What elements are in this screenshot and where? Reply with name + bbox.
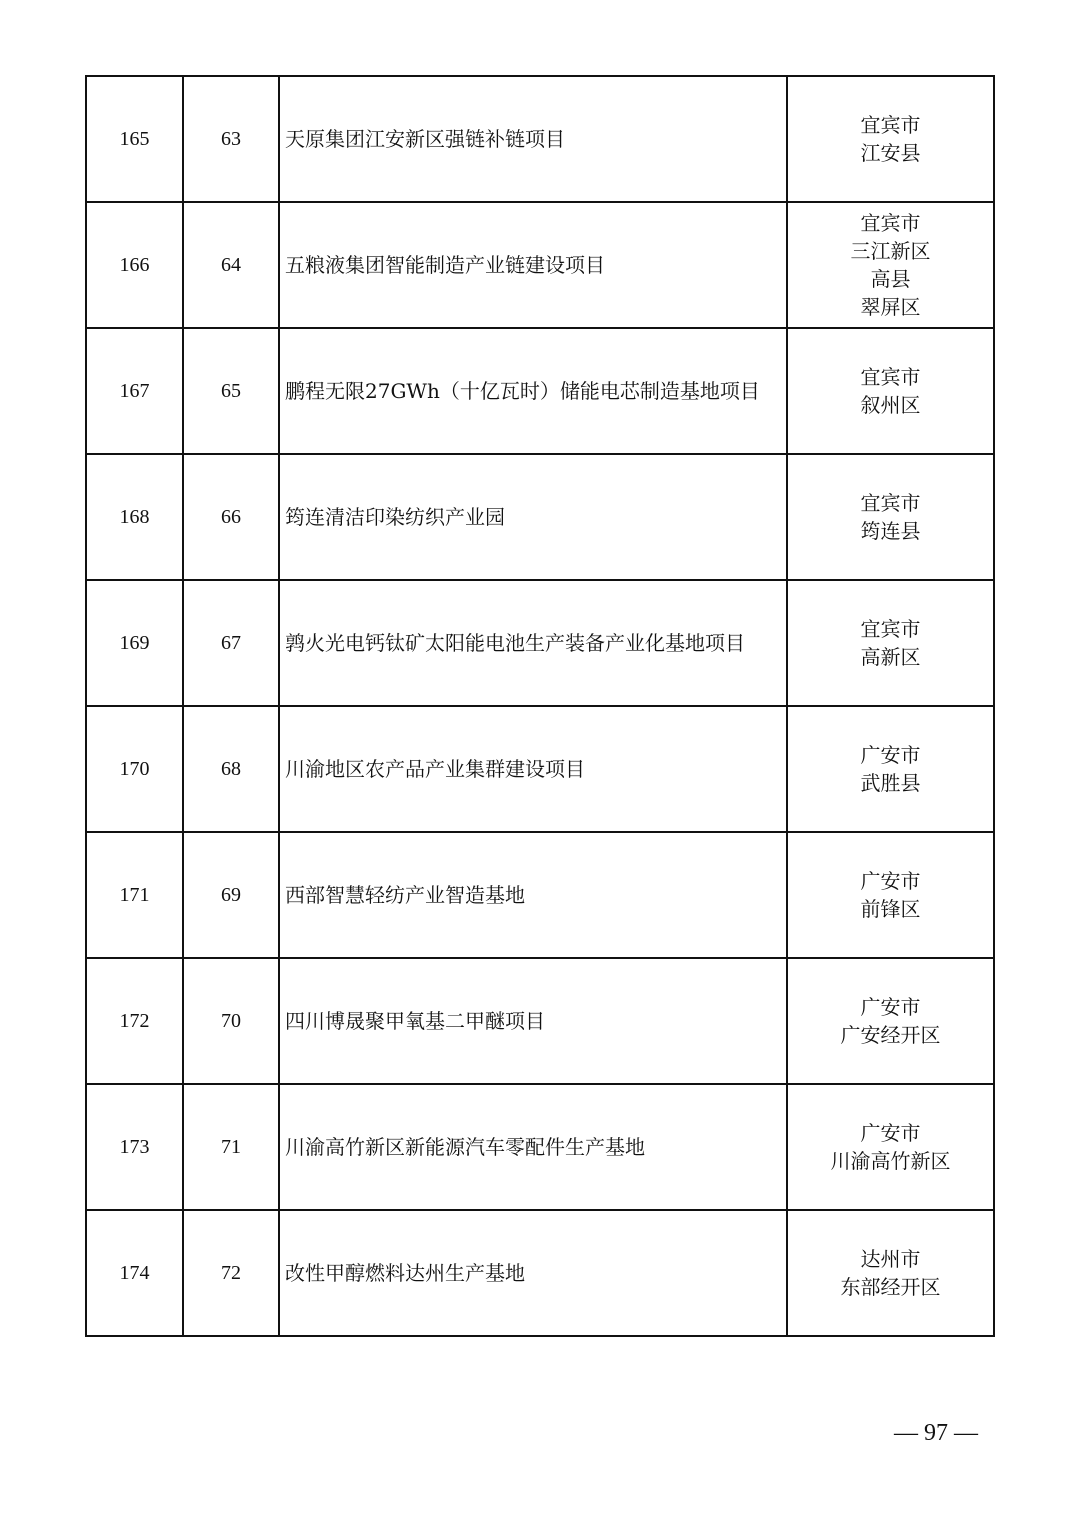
location-line: 宜宾市	[860, 211, 921, 235]
project-location	[787, 328, 994, 454]
table-row	[86, 76, 994, 202]
project-name: 鹏程无限27GWh（十亿瓦时）储能电芯制造基地项目	[279, 328, 787, 454]
location-line: 东部经开区	[840, 1275, 941, 1299]
table-row	[86, 1084, 994, 1210]
row-sub-seq: 63	[183, 76, 279, 202]
row-seq: 170	[86, 706, 183, 832]
row-sub-seq: 68	[183, 706, 279, 832]
project-name: 改性甲醇燃料达州生产基地	[279, 1210, 787, 1336]
row-seq: 172	[86, 958, 183, 1084]
location-line: 高新区	[860, 645, 921, 669]
project-location	[787, 706, 994, 832]
row-sub-seq: 65	[183, 328, 279, 454]
row-sub-seq: 66	[183, 454, 279, 580]
row-sub-seq: 71	[183, 1084, 279, 1210]
project-location	[787, 1210, 994, 1336]
location-line: 广安市	[860, 743, 921, 767]
row-sub-seq: 70	[183, 958, 279, 1084]
location-line: 广安市	[860, 995, 921, 1019]
table-row	[86, 580, 994, 706]
project-name: 川渝地区农产品产业集群建设项目	[279, 706, 787, 832]
location-line: 武胜县	[860, 771, 921, 795]
project-table	[85, 75, 995, 1337]
location-line: 叙州区	[860, 393, 921, 417]
location-line: 翠屏区	[860, 295, 921, 319]
location-line: 广安经开区	[840, 1023, 941, 1047]
project-name: 西部智慧轻纺产业智造基地	[279, 832, 787, 958]
project-name: 川渝高竹新区新能源汽车零配件生产基地	[279, 1084, 787, 1210]
project-name: 四川博晟聚甲氧基二甲醚项目	[279, 958, 787, 1084]
location-line: 宜宾市	[860, 113, 921, 137]
project-location	[787, 958, 994, 1084]
project-location	[787, 454, 994, 580]
project-name: 天原集团江安新区强链补链项目	[279, 76, 787, 202]
project-location	[787, 580, 994, 706]
location-line: 川渝高竹新区	[830, 1149, 951, 1173]
project-location	[787, 202, 994, 328]
project-name: 鹑火光电钙钛矿太阳能电池生产装备产业化基地项目	[279, 580, 787, 706]
location-line: 江安县	[860, 141, 921, 165]
project-location	[787, 832, 994, 958]
row-seq: 174	[86, 1210, 183, 1336]
table-row	[86, 1210, 994, 1336]
project-location	[787, 1084, 994, 1210]
table-row	[86, 706, 994, 832]
row-seq: 168	[86, 454, 183, 580]
row-seq: 165	[86, 76, 183, 202]
table-row	[86, 454, 994, 580]
table-row	[86, 958, 994, 1084]
location-line: 宜宾市	[860, 491, 921, 515]
location-line: 三江新区	[850, 239, 931, 263]
row-seq: 167	[86, 328, 183, 454]
row-seq: 166	[86, 202, 183, 328]
location-line: 广安市	[860, 1121, 921, 1145]
location-line: 筠连县	[860, 519, 921, 543]
location-line: 广安市	[860, 869, 921, 893]
row-sub-seq: 72	[183, 1210, 279, 1336]
row-sub-seq: 67	[183, 580, 279, 706]
row-sub-seq: 69	[183, 832, 279, 958]
location-line: 前锋区	[860, 897, 921, 921]
row-seq: 173	[86, 1084, 183, 1210]
location-line: 达州市	[860, 1247, 921, 1271]
table-row	[86, 202, 994, 328]
project-location	[787, 76, 994, 202]
row-seq: 171	[86, 832, 183, 958]
location-line: 宜宾市	[860, 617, 921, 641]
project-name: 五粮液集团智能制造产业链建设项目	[279, 202, 787, 328]
project-name: 筠连清洁印染纺织产业园	[279, 454, 787, 580]
table-row	[86, 328, 994, 454]
location-line: 高县	[870, 267, 911, 291]
location-line: 宜宾市	[860, 365, 921, 389]
row-sub-seq: 64	[183, 202, 279, 328]
page-number: — 97 —	[894, 1420, 978, 1446]
table-row	[86, 832, 994, 958]
row-seq: 169	[86, 580, 183, 706]
